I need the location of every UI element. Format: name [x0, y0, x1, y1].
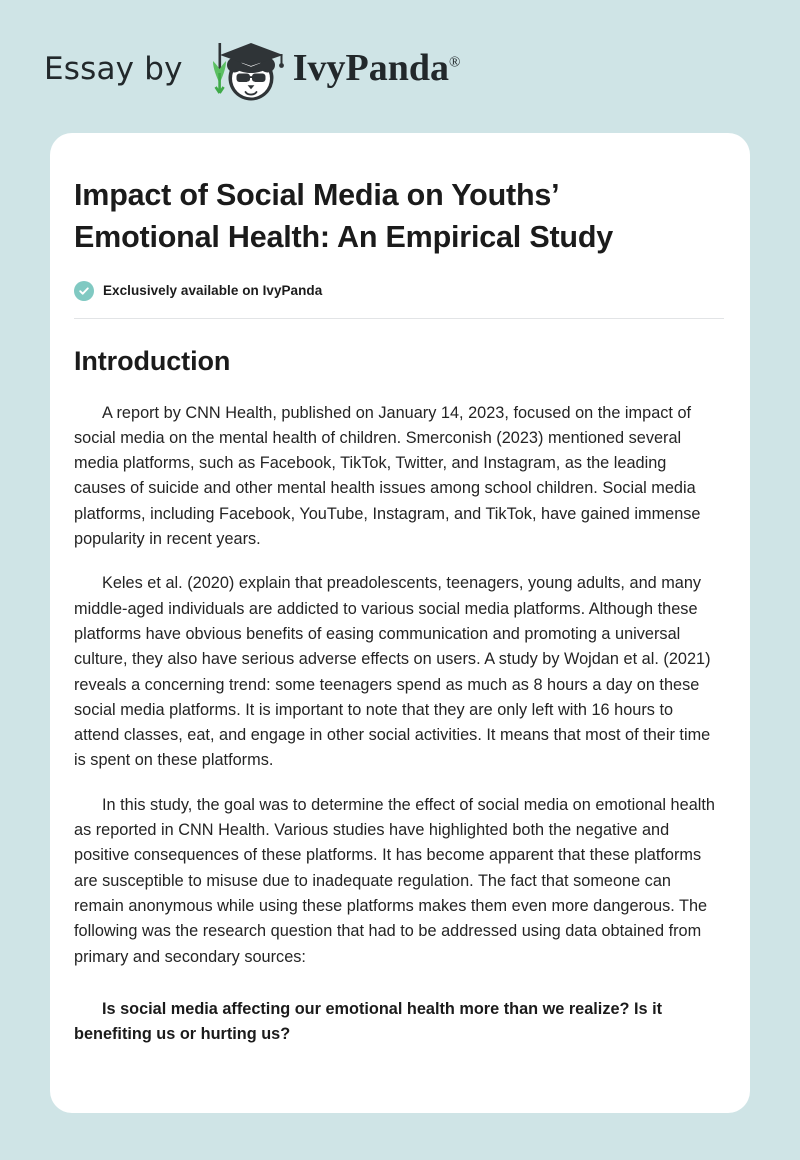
- essay-by-label: Essay by: [44, 50, 183, 87]
- page-title: Impact of Social Media on Youths’ Emotional Health: An Empirical Study: [74, 178, 614, 254]
- research-question-text: Is social media affecting our emotional health more than we realize? Is it benefiting us or hurting us?: [74, 999, 663, 1044]
- body-paragraph: Keles et al. (2020) explain that preadolescents, teenagers, young adults, and many middle-aged individuals are addicted to various social media platforms. Although these platforms have obvious benefits of easing communication and promoting a universal culture, they also have serious adverse effects on users. A study by Wojdan et al. (2021) reveals a concerning trend: some teenagers spend as much as 8 hours a day on these social media platforms. It is important to note that they are only left with 16 hours to attend classes, eat, and engage in other social activities. It means that most of their time is spent on these platforms.: [74, 574, 711, 770]
- body-paragraph: A report by CNN Health, published on January 14, 2023, focused on the impact of social media on the mental health of children. Smerconish (2023) mentioned several media platforms, such as Facebook, TikTok, Twitter, and Instagram, as the leading causes of suicide and other mental health issues among school children. Social media platforms, including Facebook, YouTube, Instagram, and TikTok, have gained immense popularity in recent years.: [74, 403, 701, 549]
- brand-header: [44, 38, 460, 102]
- section-heading-introduction: Introduction: [74, 345, 231, 376]
- check-circle-icon: [74, 281, 94, 301]
- status-badge-label: Exclusively available on IvyPanda: [103, 283, 323, 299]
- status-badge: [74, 281, 724, 301]
- brand-name: IvyPanda: [292, 47, 449, 89]
- registered-trademark-symbol: ®: [449, 54, 461, 71]
- body-paragraph: In this study, the goal was to determine the effect of social media on emotional health as reported in CNN Health. Various studies have highlighted both the negative and positive consequences of these platforms. It has become apparent that these platforms are susceptible to misuse due to inadequate regulation. The fact that someone can remain anonymous while using these platforms makes them even more dangerous. The following was the research question that had to be addressed using data obtained from primary and secondary sources:: [74, 795, 715, 966]
- header-divider: [74, 318, 724, 319]
- ivypanda-panda-graduate-logo-icon: [195, 35, 295, 105]
- essay-paper-card: [50, 133, 750, 1113]
- brand-wordmark: [293, 49, 461, 91]
